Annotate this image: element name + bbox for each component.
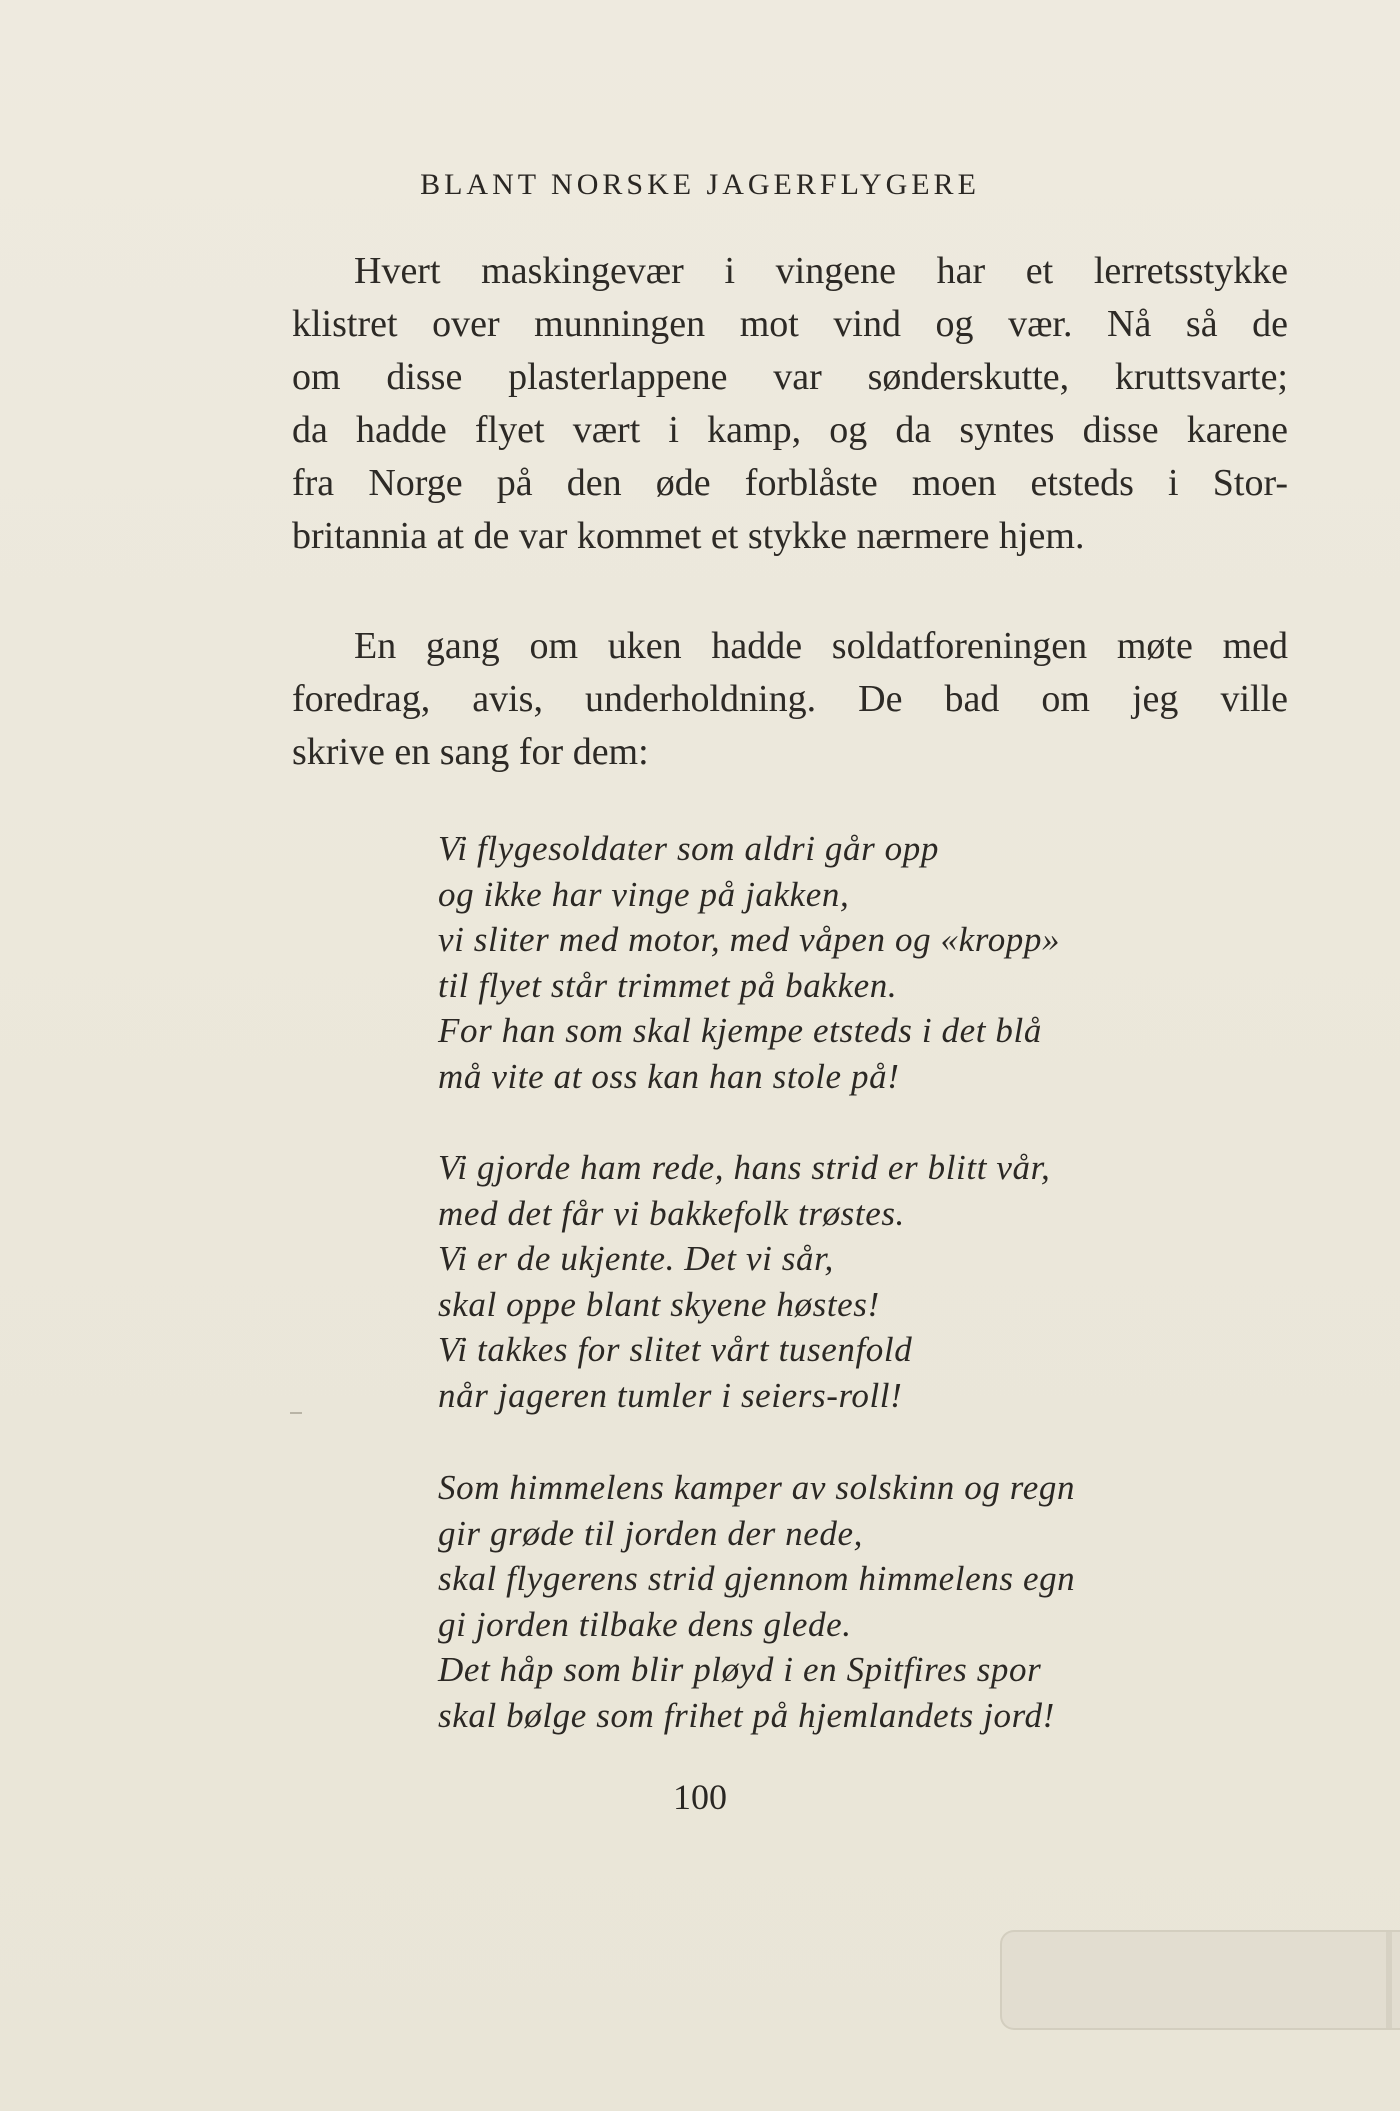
poem-stanza-3: [438, 1465, 1238, 1738]
paragraph-line: fra Norge på den øde forblåste moen etsteds i Stor-: [292, 462, 1288, 504]
poem-stanza-1: [438, 826, 1238, 1099]
poem-line: Vi flygesoldater som aldri går opp: [438, 829, 939, 868]
poem-line: skal flygerens strid gjennom himmelens egn: [438, 1559, 1076, 1598]
poem-line: Det håp som blir pløyd i en Spitfires spor: [438, 1650, 1042, 1689]
poem-line: gir grøde til jorden der nede,: [438, 1513, 863, 1553]
poem-line: til flyet står trimmet på bakken.: [438, 965, 898, 1005]
paragraph-line: En gang om uken hadde soldatforeningen møte med: [354, 625, 1288, 667]
paragraph-line: klistret over munningen mot vind og vær. Nå så de: [292, 303, 1288, 345]
poem-line: må vite at oss kan han stole på!: [438, 1056, 900, 1096]
poem-line: For han som skal kjempe etsteds i det blå: [438, 1011, 1042, 1050]
poem-line: Vi er de ukjente. Det vi sår,: [438, 1239, 834, 1278]
paragraph-1: [292, 245, 1288, 563]
poem-line: vi sliter med motor, med våpen og «kropp»: [438, 920, 1061, 959]
paragraph-line: britannia at de var kommet et stykke nærmere hjem.: [292, 515, 1085, 557]
page-number: 100: [673, 1777, 727, 1817]
paragraph-line: foredrag, avis, underholdning. De bad om jeg ville: [292, 678, 1288, 720]
paragraph-line: da hadde flyet vært i kamp, og da syntes disse karene: [292, 409, 1288, 451]
poem-stanza-2: [438, 1145, 1238, 1418]
print-mark: [290, 1412, 302, 1414]
poem-line: skal oppe blant skyene høstes!: [438, 1284, 880, 1324]
poem-line: gi jorden tilbake dens glede.: [438, 1604, 852, 1644]
poem-line: Vi gjorde ham rede, hans strid er blitt vår,: [438, 1148, 1051, 1187]
poem-line: skal bølge som frihet på hjemlandets jord!: [438, 1695, 1055, 1735]
poem-line: Vi takkes for slitet vårt tusenfold: [438, 1330, 913, 1369]
running-head: BLANT NORSKE JAGERFLYGERE: [420, 168, 980, 201]
page-edge-tab: [1000, 1930, 1400, 2030]
paragraph-line: om disse plasterlappene var sønderskutte, kruttsvarte;: [292, 356, 1288, 398]
poem-line: med det får vi bakkefolk trøstes.: [438, 1193, 905, 1233]
paragraph-line: Hvert maskingevær i vingene har et lerretsstykke: [354, 250, 1288, 292]
paragraph-2: [292, 620, 1288, 779]
poem-line: når jageren tumler i seiers-roll!: [438, 1375, 903, 1415]
paragraph-line: skrive en sang for dem:: [292, 731, 649, 773]
poem-line: Som himmelens kamper av solskinn og regn: [438, 1468, 1076, 1507]
poem-line: og ikke har vinge på jakken,: [438, 874, 850, 914]
